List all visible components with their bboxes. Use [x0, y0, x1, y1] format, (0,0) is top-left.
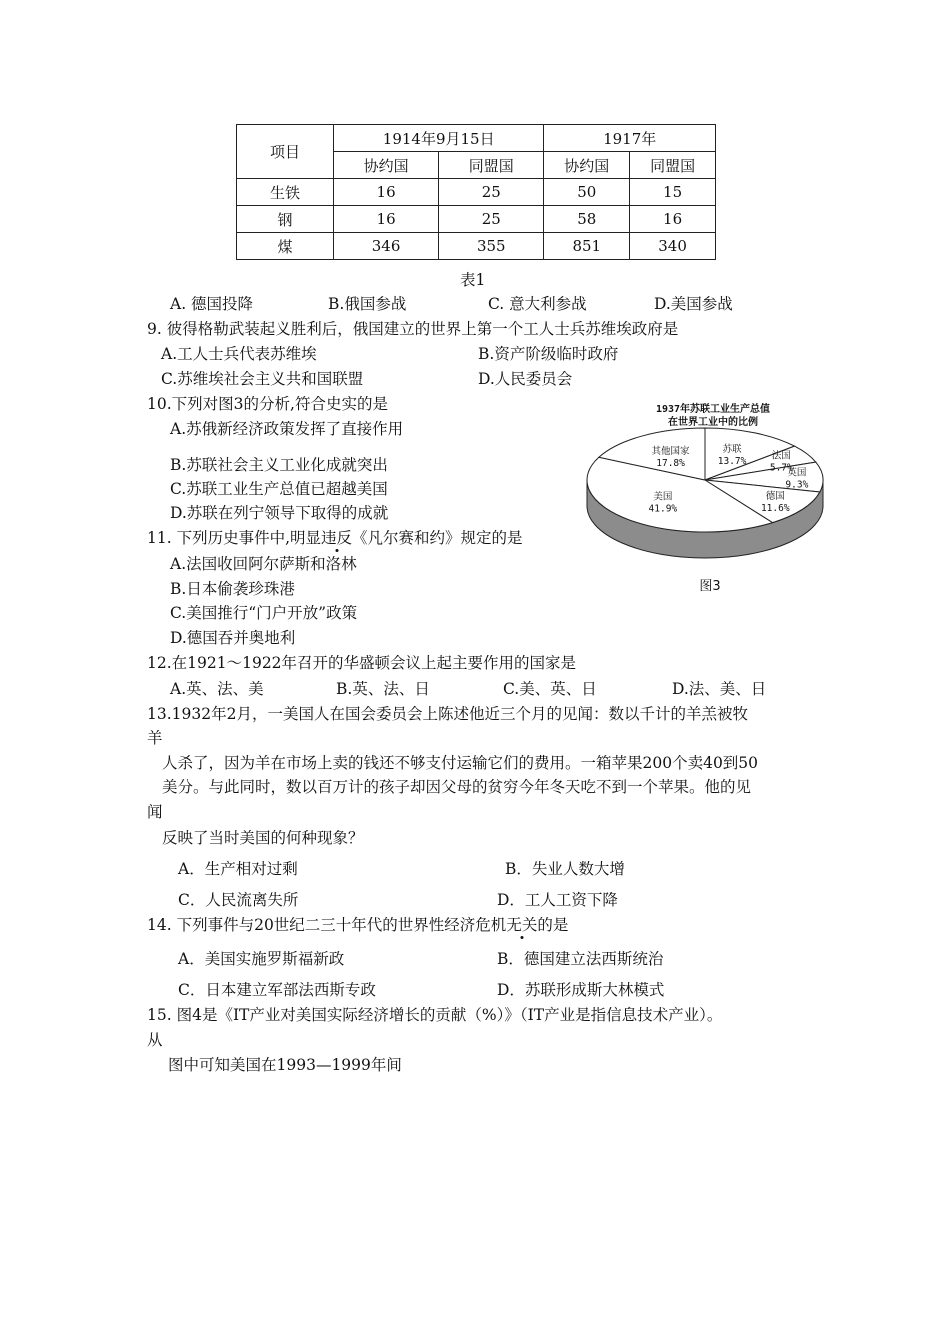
q14-stem	[147, 913, 568, 935]
q11-stem	[147, 526, 523, 548]
table-row-label: 生铁	[237, 179, 334, 206]
table-cell: 355	[439, 233, 544, 260]
q10-option-d: D.苏联在列宁领导下取得的成就	[170, 504, 389, 522]
q11-stem-tail: 《凡尔赛和约》规定的是	[352, 529, 523, 547]
table-caption: 表1	[460, 271, 486, 289]
q15-line-2: 从	[147, 1031, 163, 1049]
q9-option-a: A.工人士兵代表苏维埃	[161, 345, 317, 363]
q12-option-a: A.英、法、美	[170, 680, 264, 698]
table-row	[237, 206, 716, 233]
table-row	[237, 233, 716, 260]
table-cell: 58	[544, 206, 630, 233]
q10-option-a: A.苏俄新经济政策发挥了直接作用	[170, 420, 404, 438]
table-header-1914: 1914年9月15日	[334, 125, 544, 152]
chart-title: 1937年苏联工业生产总值	[655, 404, 771, 415]
table-subheader: 协约国	[334, 152, 439, 179]
q15-line-3: 图中可知美国在1993—1999年间	[168, 1056, 402, 1074]
q13-line-5: 闻	[147, 803, 163, 821]
chart-subtitle: 在世界工业中的比例	[668, 417, 758, 428]
q13-line-1: 13.1932年2月，一美国人在国会委员会上陈述他近三个月的见闻：数以千计的羊羔被牧	[147, 705, 748, 723]
q11-option-d: D.德国吞并奥地利	[170, 629, 296, 647]
q8-option-d: D.美国参战	[654, 295, 733, 313]
q13-line-2: 羊	[147, 729, 163, 747]
chart-caption: 图3	[699, 579, 721, 594]
pie-label-country: 法国	[771, 450, 791, 462]
q13-option-c: C．人民流离失所	[178, 891, 299, 909]
q12-option-b: B.英、法、日	[336, 680, 430, 698]
pie-label-percent: 17.8%	[656, 457, 685, 469]
q13-option-d: D．工人工资下降	[497, 891, 618, 909]
q10-stem: 10.下列对图3的分析,符合史实的是	[147, 395, 388, 413]
table-row-label: 钢	[237, 206, 334, 233]
q12-option-d: D.法、美、日	[672, 680, 767, 698]
q10-option-b: B.苏联社会主义工业化成就突出	[170, 456, 388, 474]
q14-stem-lead: 14. 下列事件与20世纪二三十年代的世界性经济危机	[147, 916, 507, 934]
pie-label-percent: 13.7%	[717, 456, 747, 468]
pie-label-percent: 41.9%	[648, 503, 678, 515]
table-cell: 851	[544, 233, 630, 260]
pie-label-country: 美国	[653, 491, 673, 503]
table-header-1917: 1917年	[544, 125, 716, 152]
q13-line-3: 人杀了，因为羊在市场上卖的钱还不够支付运输它们的费用。一箱苹果200个卖40到50	[162, 754, 759, 772]
table-subheader: 协约国	[544, 152, 630, 179]
pie-label-percent: 11.6%	[760, 503, 790, 515]
table-1	[236, 124, 716, 260]
q8-option-b: B.俄国参战	[328, 295, 407, 313]
q11-option-a: A.法国收回阿尔萨斯和洛林	[170, 555, 357, 573]
pie-label-country: 苏联	[722, 444, 742, 456]
table-subheader: 同盟国	[630, 152, 716, 179]
table-row	[237, 179, 716, 206]
q13-option-a: A．生产相对过剩	[178, 860, 298, 878]
pie-label-country: 其他国家	[651, 445, 690, 457]
q11-option-b: B.日本偷袭珍珠港	[170, 580, 295, 598]
q14-option-c: C．日本建立军部法西斯专政	[178, 981, 376, 999]
q8-option-c: C. 意大利参战	[488, 295, 587, 313]
q14-emphasis: 无关	[506, 916, 538, 934]
table-cell: 50	[544, 179, 630, 206]
q14-stem-tail: 的是	[537, 916, 569, 934]
table-cell: 16	[334, 206, 439, 233]
q14-option-b: B．德国建立法西斯统治	[497, 950, 664, 968]
pie-label-country: 德国	[765, 491, 785, 503]
q9-option-d: D.人民委员会	[478, 370, 573, 388]
q11-option-c: C.美国推行“门户开放”政策	[170, 604, 358, 622]
q9-option-c: C.苏维埃社会主义共和国联盟	[161, 370, 364, 388]
table-cell: 25	[439, 206, 544, 233]
table-subheader: 同盟国	[439, 152, 544, 179]
q13-line-4: 美分。与此同时，数以百万计的孩子却因父母的贫穷今年冬天吃不到一个苹果。他的见	[162, 778, 752, 796]
pie-chart	[580, 398, 840, 598]
q11-emphasis: 违反	[321, 529, 353, 547]
pie-label-percent: 5.7%	[769, 462, 793, 474]
table-cell: 16	[334, 179, 439, 206]
q9-option-b: B.资产阶级临时政府	[478, 345, 619, 363]
q10-option-c: C.苏联工业生产总值已超越美国	[170, 480, 388, 498]
pie-label-percent: 9.3%	[785, 479, 809, 491]
q14-option-a: A．美国实施罗斯福新政	[178, 950, 345, 968]
q15-line-1: 15. 图4是《IT产业对美国实际经济增长的贡献（%）》（IT产业是指信息技术产业）。	[147, 1006, 723, 1024]
q12-option-c: C.美、英、日	[503, 680, 597, 698]
table-cell: 16	[630, 206, 716, 233]
table-row-label: 煤	[237, 233, 334, 260]
q13-line-6: 反映了当时美国的何种现象？	[162, 829, 364, 847]
pie-label-country: 英国	[787, 467, 807, 479]
table-cell: 340	[630, 233, 716, 260]
q11-stem-lead: 11. 下列历史事件中,明显	[147, 529, 322, 547]
table-cell: 25	[439, 179, 544, 206]
table-header-item: 项目	[237, 125, 334, 179]
q14-option-d: D．苏联形成斯大林模式	[497, 981, 665, 999]
table-cell: 346	[334, 233, 439, 260]
table-cell: 15	[630, 179, 716, 206]
q9-stem: 9. 彼得格勒武装起义胜利后，俄国建立的世界上第一个工人士兵苏维埃政府是	[147, 320, 679, 338]
q8-option-a: A. 德国投降	[170, 295, 254, 313]
q13-option-b: B．失业人数大增	[505, 860, 625, 878]
q12-stem: 12.在1921～1922年召开的华盛顿会议上起主要作用的国家是	[147, 654, 577, 672]
